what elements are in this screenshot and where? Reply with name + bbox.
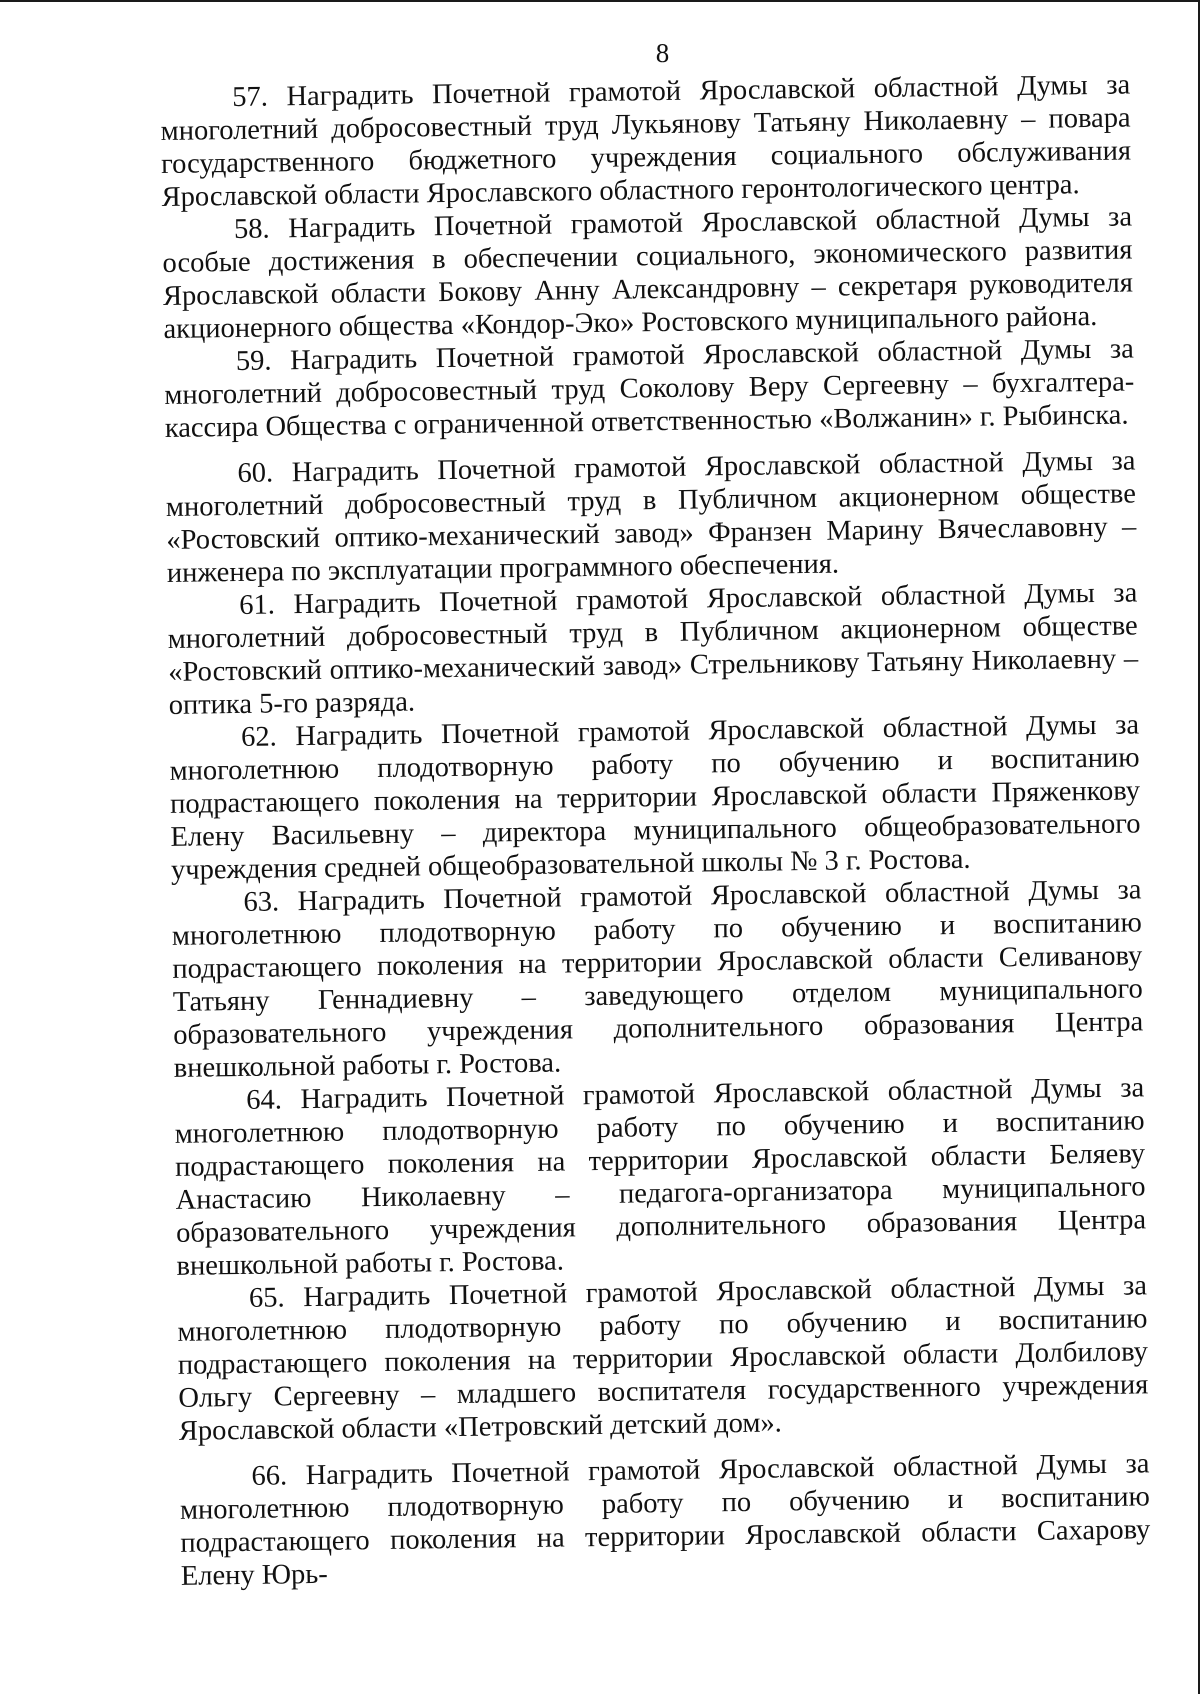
paragraph-62: 62. Наградить Почетной грамотой Ярославской областной Думы за многолетнюю плодотворную работу по обучению и воспитанию подрастающего поколения на территории Ярославской области Пряженкову Елену Васильевну – директора муниципального общеобразовательного учреждения средней общеобразовательной школы № 3 г. Ростова. [169, 709, 1141, 886]
paragraph-57: 57. Наградить Почетной грамотой Ярославской областной Думы за многолетний добросовестный труд Лукьянову Татьяну Николаевну – повара государственного бюджетного учреждения социального обслуживания Ярославской области Ярославского областного геронтологического центра. [160, 69, 1132, 213]
paragraph-60: 60. Наградить Почетной грамотой Ярославской областной Думы за многолетний добросовестный труд в Публичном акционерном обществе «Ростовский оптико-механический завод» Франзен Марину Вячеславовну – инженера по эксплуатации программного обеспечения. [165, 445, 1137, 589]
paragraph-63: 63. Наградить Почетной грамотой Ярославской областной Думы за многолетнюю плодотворную работу по обучению и воспитанию подрастающего поколения на территории Ярославской области Селиванову Татьяну Геннадиевну – заведующего отделом муниципального образовательного учреждения дополнительного образования Центра внешкольной работы г. Ростова. [171, 874, 1144, 1084]
page-number: 8 [655, 38, 670, 68]
scan-top-border [0, 0, 1200, 2]
paragraph-59: 59. Наградить Почетной грамотой Ярославской областной Думы за многолетний добросовестный труд Соколову Веру Сергеевну – бухгалтера-кассира Общества с ограниченной ответственностью «Волжанин» г. Рыбинска. [164, 333, 1135, 444]
paragraph-65: 65. Наградить Почетной грамотой Ярославской областной Думы за многолетнюю плодотворную работу по обучению и воспитанию подрастающего поколения на территории Ярославской области Долбилову Ольгу Сергеевну – младшего воспитателя государственного учреждения Ярославской области «Петровский детский дом». [177, 1270, 1149, 1447]
paragraph-58: 58. Наградить Почетной грамотой Ярославской областной Думы за особые достижения в обеспечении социального, экономического развития Ярославской области Бокову Анну Александровну – секретаря руководителя акционерного общества «Кондор-Эко» Ростовского муниципального района. [162, 201, 1134, 345]
document-body [160, 68, 1151, 1592]
paragraph-66: 66. Наградить Почетной грамотой Ярославской областной Думы за многолетнюю плодотворную работу по обучению и воспитанию подрастающего поколения на территории Ярославской области Сахарову Елену Юрь- [179, 1448, 1151, 1592]
paragraph-61: 61. Наградить Почетной грамотой Ярославской областной Думы за многолетний добросовестный труд в Публичном акционерном обществе «Ростовский оптико-механический завод» Стрельникову Татьяну Николаевну – оптика 5-го разряда. [167, 577, 1139, 721]
paragraph-64: 64. Наградить Почетной грамотой Ярославской областной Думы за многолетнюю плодотворную работу по обучению и воспитанию подрастающего поколения на территории Ярославской области Беляеву Анастасию Николаевну – педагога-организатора муниципального образовательного учреждения дополнительного образования Центра внешкольной работы г. Ростова. [174, 1072, 1147, 1282]
